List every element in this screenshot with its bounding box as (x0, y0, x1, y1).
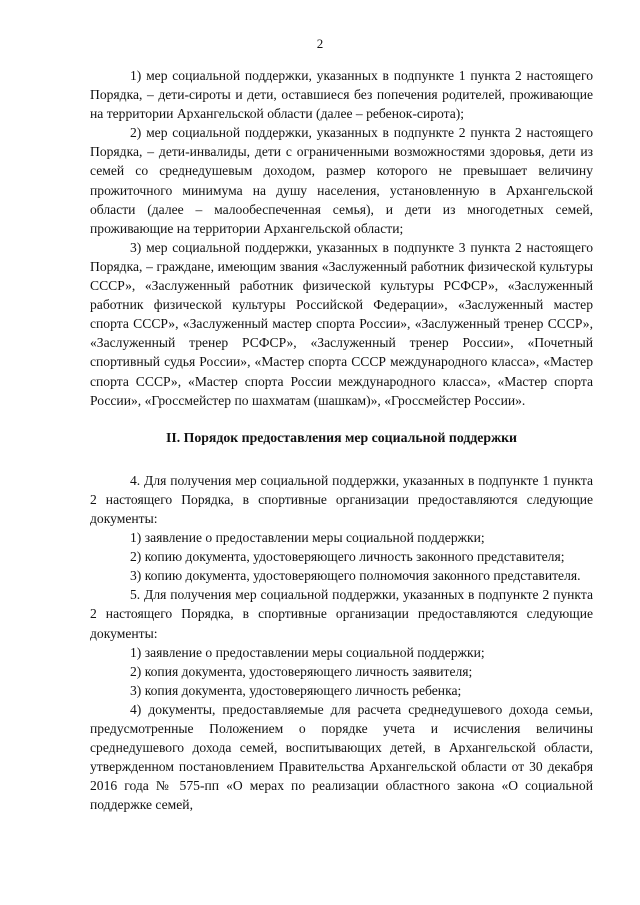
paragraph-clause-4-item-1: 1) заявление о предоставлении меры социальной поддержки; (130, 530, 485, 546)
page-number: 2 (316, 36, 324, 51)
section-heading: II. Порядок предоставления мер социальной поддержки (165, 429, 517, 445)
paragraph-clause-5-item-4: 4) документы, предоставляемые для расчета среднедушевого дохода семьи, предусмотренные Положением о порядке учета и исчисления величины среднедушевого дохода семей, воспитывающих детей, в Архангельской области, утвержденном постановлением Правительства Архангельской области от 30 декабря 2016 года № 575-пп «О мерах по реализации областного закона «О социальной поддержке семей, (90, 701, 593, 813)
paragraph-clause-4-item-2: 2) копию документа, удостоверяющего личность законного представителя; (130, 549, 565, 565)
paragraph-item-3-honored-titles: 3) мер социальной поддержки, указанных в подпункте 3 пункта 2 настоящего Порядка, – граждане, имеющим звания «Заслуженный работник физической культуры СССР», «Заслуженный работник физической культуры РСФСР», «Заслуженный работник физической культуры Российской Федерации», «Заслуженный мастер спорта СССР», «Заслуженный мастер спорта России», «Заслуженный тренер СССР», «Заслуженный тренер РСФСР», «Заслуженный тренер России», «Почетный спортивный судья России», «Мастер спорта СССР международного класса», «Мастер спорта СССР», «Мастер спорта России международного класса», «Мастер спорта России», «Гроссмейстер по шахматам (шашкам)», «Гроссмейстер России». (90, 239, 593, 408)
paragraph-clause-5-item-2: 2) копия документа, удостоверяющего личность заявителя; (130, 663, 473, 679)
paragraph-clause-5: 5. Для получения мер социальной поддержки, указанных в подпункте 2 пункта 2 настоящего Порядка, в спортивные организации предоставляются следующие документы: (90, 587, 593, 641)
paragraph-item-2-disabled-children: 2) мер социальной поддержки, указанных в подпункте 2 пункта 2 настоящего Порядка, – дети-инвалиды, дети с ограниченными возможностями здоровья, дети из семей со среднедушевым доходом, размер которого не превышает величину прожиточного минимума на душу населения, установленную в Архангельской области (далее – малообеспеченная семья), и дети из многодетных семей, проживающие на территории Архангельской области; (90, 125, 593, 236)
paragraph-clause-5-item-1: 1) заявление о предоставлении меры социальной поддержки; (130, 644, 485, 660)
document-body (90, 66, 593, 814)
paragraph-item-1-orphans: 1) мер социальной поддержки, указанных в подпункте 1 пункта 2 настоящего Порядка, – дети-сироты и дети, оставшиеся без попечения родителей, проживающие на территории Архангельской области (далее – ребенок-сирота); (90, 68, 593, 122)
paragraph-clause-4-item-3: 3) копию документа, удостоверяющего полномочия законного представителя. (130, 568, 581, 584)
paragraph-clause-5-item-3: 3) копия документа, удостоверяющего личность ребенка; (130, 682, 462, 698)
paragraph-clause-4: 4. Для получения мер социальной поддержки, указанных в подпункте 1 пункта 2 настоящего Порядка, в спортивные организации предоставляются следующие документы: (90, 472, 593, 526)
